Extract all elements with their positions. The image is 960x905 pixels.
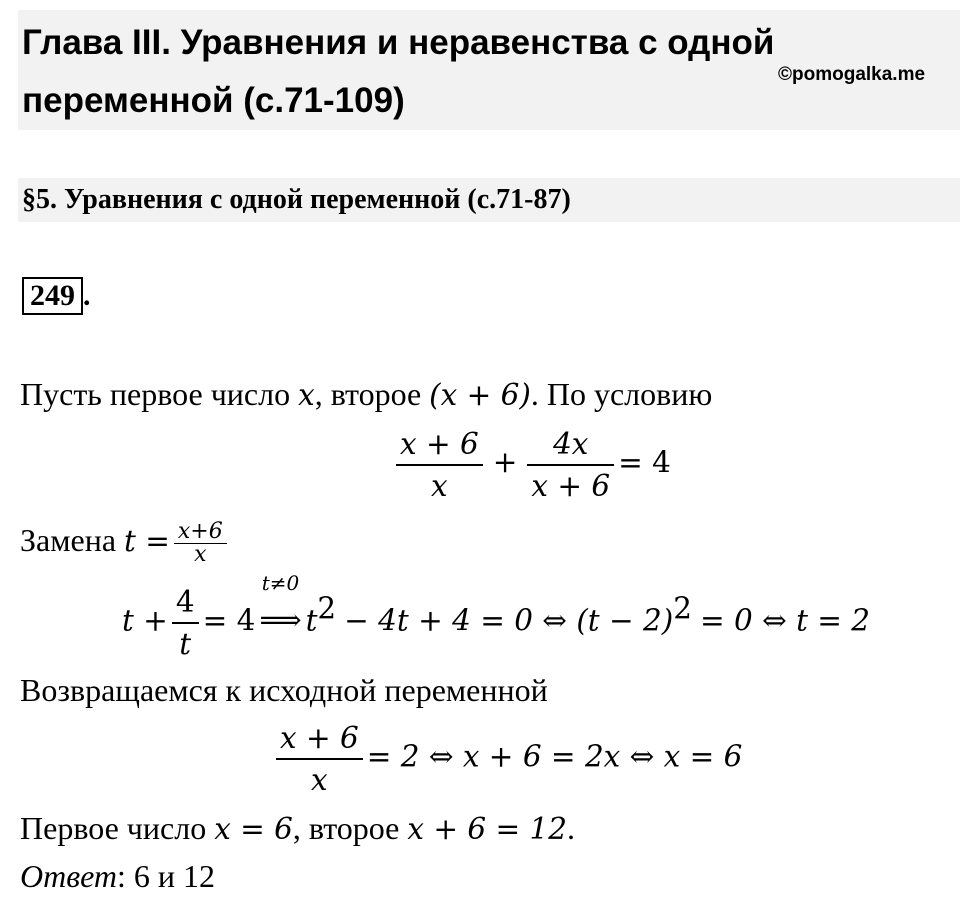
answer-value: : 6 и 12 bbox=[117, 858, 216, 894]
intro-expr: (x + 6) bbox=[429, 378, 531, 412]
substitution-line bbox=[20, 520, 231, 566]
result-text-1: Первое число bbox=[20, 810, 215, 846]
back-substitution-text: Возвращаемся к исходной переменной bbox=[20, 672, 548, 708]
equation-1 bbox=[392, 424, 671, 506]
intro-text-2: , второе bbox=[314, 376, 430, 412]
eq1-fraction-2 bbox=[527, 424, 614, 506]
problem-number bbox=[22, 277, 91, 315]
substitution-lhs: t = bbox=[124, 524, 170, 558]
eq3-fraction bbox=[276, 718, 363, 800]
answer-label: Ответ bbox=[20, 858, 117, 894]
eq3-num: x + 6 bbox=[276, 718, 363, 760]
intro-text-1: Пусть первое число bbox=[20, 376, 299, 412]
eq1-num-2: 4x bbox=[527, 424, 614, 466]
eq2-num: 4 bbox=[172, 582, 199, 624]
eq1-fraction-1 bbox=[396, 424, 483, 506]
answer-line bbox=[20, 856, 215, 896]
substitution-num: x+6 bbox=[174, 521, 227, 544]
chapter-title: Глава III. Уравнения и неравенства с одной переменной (с.71-109) bbox=[22, 23, 775, 120]
equation-2 bbox=[122, 571, 871, 664]
eq2-den: t bbox=[179, 627, 192, 661]
eq2-implication bbox=[259, 571, 302, 638]
eq1-num-1: x + 6 bbox=[396, 424, 483, 466]
eq2-part-1: t bbox=[305, 603, 318, 638]
result-line bbox=[20, 808, 575, 849]
eq2-sup-1: 2 bbox=[317, 591, 337, 626]
equation-3 bbox=[272, 718, 742, 800]
eq1-rhs: = 4 bbox=[618, 445, 671, 480]
result-text-3: . bbox=[566, 810, 575, 846]
eq1-den-1: x bbox=[431, 469, 448, 503]
eq2-eq: = 4 bbox=[202, 603, 256, 638]
intro-var-x: x bbox=[298, 378, 315, 412]
eq2-part-2: − 4t + 4 = 0 ⇔ (t − 2) bbox=[344, 603, 674, 638]
intro-line bbox=[20, 374, 712, 415]
eq2-sup-2: 2 bbox=[673, 591, 692, 626]
eq1-plus: + bbox=[492, 445, 518, 480]
problem-number-box: 249 bbox=[22, 277, 83, 315]
section-title: §5. Уравнения с одной переменной (с.71-87) bbox=[22, 184, 571, 215]
eq3-rest: = 2 ⇔ x + 6 = 2x ⇔ x = 6 bbox=[366, 739, 743, 774]
problem-number-suffix: . bbox=[83, 279, 91, 312]
result-expr-1: x = 6 bbox=[214, 812, 293, 846]
eq1-den-2: x + 6 bbox=[531, 469, 611, 503]
eq2-arrow-condition: t≠0 bbox=[261, 571, 300, 596]
substitution-label: Замена bbox=[20, 522, 125, 558]
eq3-den: x bbox=[311, 763, 328, 797]
result-text-2: , второе bbox=[292, 810, 408, 846]
substitution-den: x bbox=[194, 542, 207, 568]
eq2-arrow: ⟹ bbox=[259, 603, 302, 638]
watermark: ©pomogalka.me bbox=[778, 64, 926, 85]
substitution-fraction bbox=[174, 521, 227, 566]
eq2-fraction bbox=[172, 582, 199, 664]
eq2-part-3: = 0 ⇔ t = 2 bbox=[699, 603, 871, 638]
eq2-lhs: t + bbox=[122, 603, 168, 638]
result-expr-2: x + 6 = 12 bbox=[407, 812, 567, 846]
intro-text-3: . По условию bbox=[530, 376, 713, 412]
